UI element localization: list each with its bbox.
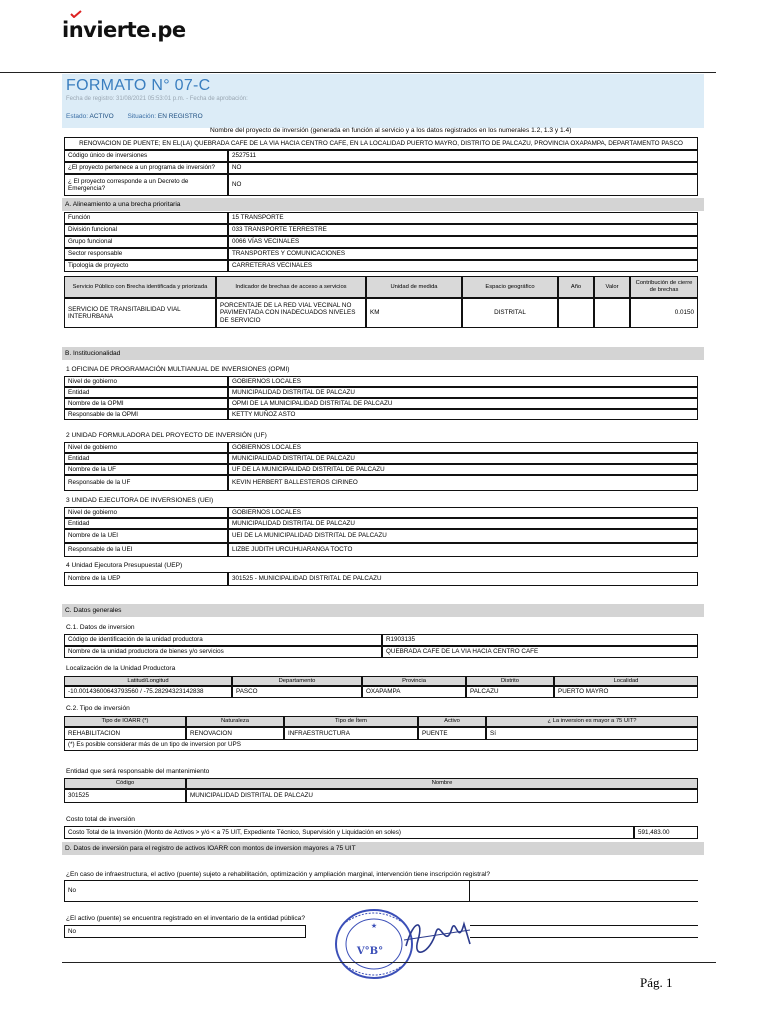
- uf-label-nivel: Nivel de gobierno: [64, 442, 228, 453]
- d-answer-1: No: [64, 880, 470, 902]
- c2-note: (*) Es posible considerar más de un tipo de inversion por UPS: [64, 740, 698, 751]
- opmi-label-nivel: Nivel de gobierno: [64, 376, 228, 387]
- project-label-programa: ¿El proyecto pertenece a un programa de inversión?: [64, 162, 228, 174]
- c2-title: C.2. Tipo de inversión: [66, 705, 130, 712]
- brecha-header-servicio: Servicio Público con Brecha identificada y priorizada: [64, 276, 216, 298]
- project-caption: Nombre del proyecto de inversión (generada en función al servicio y a los datos registrados en los numerales 1.2, 1.3 y 1.4): [210, 127, 572, 134]
- loc-cell-provincia: OXAPAMPA: [362, 686, 466, 698]
- costo-value: 591,483.00: [634, 826, 698, 839]
- uf-label-nombre: Nombre de la UF: [64, 464, 228, 475]
- c1-value-nombre: QUEBRADA CAFE DE LA VIA HACIA CENTRO CAFE: [382, 646, 698, 658]
- c2-header-naturaleza: Naturaleza: [186, 716, 284, 727]
- opmi-value-entidad: MUNICIPALIDAD DISTRITAL DE PALCAZU: [228, 387, 698, 398]
- a-value-sector: TRANSPORTES Y COMUNICACIONES: [228, 248, 698, 260]
- brecha-cell-valor: [594, 298, 630, 328]
- uf-value-nivel: GOBIERNOS LOCALES: [228, 442, 698, 453]
- mant-cell-codigo: 301525: [64, 789, 186, 803]
- section-c-title: C. Datos generales: [62, 604, 704, 617]
- loc-header-provincia: Provincia: [362, 676, 466, 686]
- uf-label-responsable: Responsable de la UF: [64, 475, 228, 491]
- uei-label-nivel: Nivel de gobierno: [64, 507, 228, 518]
- uep-label-nombre: Nombre de la UEP: [64, 572, 228, 586]
- brecha-cell-unidad: KM: [366, 298, 462, 328]
- a-label-sector: Sector responsable: [64, 248, 228, 260]
- a-value-funcion: 15 TRANSPORTE: [228, 212, 698, 224]
- c2-cell-item: INFRAESTRUCTURA: [284, 727, 418, 740]
- loc-cell-departamento: PASCO: [232, 686, 362, 698]
- uf-value-entidad: MUNICIPALIDAD DISTRITAL DE PALCAZU: [228, 453, 698, 464]
- uf-title: 2 UNIDAD FORMULADORA DEL PROYECTO DE INVERSIÓN (UF): [66, 432, 267, 439]
- brecha-header-anio: Año: [558, 276, 594, 298]
- localizacion-title: Localización de la Unidad Productora: [66, 665, 176, 672]
- uei-value-nombre: UEI DE LA MUNICIPALIDAD DISTRITAL DE PALCAZU: [228, 529, 698, 543]
- opmi-value-nivel: GOBIERNOS LOCALES: [228, 376, 698, 387]
- loc-header-localidad: Localidad: [554, 676, 698, 686]
- opmi-label-responsable: Responsable de la OPMI: [64, 409, 228, 420]
- a-value-tipologia: CARRETERAS VECINALES: [228, 260, 698, 272]
- opmi-value-nombre: OPMI DE LA MUNICIPALIDAD DISTRITAL DE PALCAZU: [228, 398, 698, 409]
- c2-header-tipo: Tipo de IOARR (*): [64, 716, 186, 727]
- a-label-tipologia: Tipología de proyecto: [64, 260, 228, 272]
- logo-check-icon: [70, 10, 82, 18]
- uep-title: 4 Unidad Ejecutora Presupuestal (UEP): [66, 562, 183, 569]
- d-answer-2-line-bottom: [470, 937, 698, 938]
- brecha-cell-servicio: SERVICIO DE TRANSITABILIDAD VIAL INTERURBANA: [64, 298, 216, 328]
- mantenimiento-title: Entidad que será responsable del mantenimiento: [66, 768, 210, 775]
- uei-value-entidad: MUNICIPALIDAD DISTRITAL DE PALCAZU: [228, 518, 698, 529]
- brecha-cell-indicador: PORCENTAJE DE LA RED VIAL VECINAL NO PAVIMENTADA CON INADECUADOS NIVELES DE SERVICIO: [216, 298, 366, 328]
- loc-header-departamento: Departamento: [232, 676, 362, 686]
- uei-value-nivel: GOBIERNOS LOCALES: [228, 507, 698, 518]
- opmi-title: 1 OFICINA DE PROGRAMACIÓN MULTIANUAL DE INVERSIONES (OPMI): [66, 366, 290, 373]
- uei-label-responsable: Responsable de la UEI: [64, 543, 228, 557]
- brecha-header-indicador: Indicador de brechas de acceso a servicios: [216, 276, 366, 298]
- project-value-emergencia: NO: [228, 174, 698, 196]
- mant-header-codigo: Código: [64, 778, 186, 789]
- estado-line: Estado: ACTIVO Situación: EN REGISTRO: [66, 113, 203, 120]
- d-answer-2: No: [64, 925, 306, 938]
- invierte-pe-logo: invierte.pe: [62, 18, 186, 42]
- c1-title: C.1. Datos de inversion: [66, 624, 135, 631]
- loc-cell-localidad: PUERTO MAYRO: [554, 686, 698, 698]
- brecha-header-contribucion: Contribución de cierre de brechas: [630, 276, 698, 298]
- c2-header-activo: Activo: [418, 716, 486, 727]
- opmi-label-entidad: Entidad: [64, 387, 228, 398]
- section-d-title: D. Datos de inversión para el registro de activos IOARR con montos de inversion mayores a 75 UIT: [62, 842, 704, 855]
- page-number: Pág. 1: [640, 975, 673, 990]
- mant-header-nombre: Nombre: [186, 778, 698, 789]
- d-question-2: ¿El activo (puente) se encuentra registrado en el inventario de la entidad pública?: [66, 915, 305, 922]
- d-answer-1-line-top: [470, 880, 698, 881]
- a-value-division: 033 TRANSPORTE TERRESTRE: [228, 224, 698, 236]
- d-answer-1-line-bottom: [470, 901, 698, 902]
- c1-value-codigo: R1903135: [382, 634, 698, 646]
- project-value-programa: NO: [228, 162, 698, 174]
- uf-label-entidad: Entidad: [64, 453, 228, 464]
- c1-label-codigo: Código de identificación de la unidad productora: [64, 634, 382, 646]
- header-rule: [0, 72, 716, 73]
- a-label-division: División funcional: [64, 224, 228, 236]
- a-label-funcion: Función: [64, 212, 228, 224]
- footer-rule: [62, 962, 716, 963]
- brecha-header-unidad: Unidad de medida: [366, 276, 462, 298]
- costo-title: Costo total de inversión: [66, 816, 135, 823]
- c2-cell-tipo: REHABILITACION: [64, 727, 186, 740]
- c2-header-item: Tipo de Ítem: [284, 716, 418, 727]
- uei-label-nombre: Nombre de la UEI: [64, 529, 228, 543]
- brecha-cell-contribucion: 0.0150: [630, 298, 698, 328]
- section-a-title: A. Alineamiento a una brecha prioritaria: [62, 198, 704, 211]
- uf-value-nombre: UF DE LA MUNICIPALIDAD DISTRITAL DE PALCAZU: [228, 464, 698, 475]
- loc-header-distrito: Distrito: [466, 676, 554, 686]
- svg-text:★: ★: [370, 922, 378, 930]
- uei-label-entidad: Entidad: [64, 518, 228, 529]
- project-value-cui: 2527511: [228, 150, 698, 162]
- costo-label: Costo Total de la Inversión (Monto de Activos > y/ó < a 75 UIT, Expediente Técnico, Supervisión y Liquidación en soles): [64, 826, 634, 839]
- a-value-grupo: 0066 VÍAS VECINALES: [228, 236, 698, 248]
- brecha-header-espacio: Espacio geográfico: [462, 276, 558, 298]
- c2-header-uit: ¿ La inversion es mayor a 75 UIT?: [486, 716, 698, 727]
- c2-cell-uit: Sí: [486, 727, 698, 740]
- c2-cell-naturaleza: RENOVACION: [186, 727, 284, 740]
- page-title: FORMATO N° 07-C: [66, 77, 211, 94]
- uep-value-nombre: 301525 - MUNICIPALIDAD DISTRITAL DE PALCAZU: [228, 572, 698, 586]
- opmi-value-responsable: KETTY MUÑOZ ASTO: [228, 409, 698, 420]
- d-answer-2-line-top: [470, 925, 698, 926]
- c2-cell-activo: PUENTE: [418, 727, 486, 740]
- brecha-cell-espacio: DISTRITAL: [462, 298, 558, 328]
- project-label-emergencia: ¿ El proyecto corresponde a un Decreto de Emergencia?: [64, 174, 228, 196]
- svg-text:V°B°: V°B°: [356, 946, 384, 957]
- project-label-cui: Código único de inversiones: [64, 150, 228, 162]
- loc-cell-latlong: -10.00143600643793560 / -75.28294323142838: [64, 686, 232, 698]
- project-name: RENOVACION DE PUENTE; EN EL(LA) QUEBRADA CAFE DE LA VIA HACIA CENTRO CAFE, EN LA LOCALIDAD PUERTO MAYRO, DISTRITO DE PALCAZU, PROVINCIA OXAPAMPA, DEPARTAMENTO PASCO: [64, 137, 698, 150]
- opmi-label-nombre: Nombre de la OPMI: [64, 398, 228, 409]
- registro-date: Fecha de registro: 31/08/2021 05:53:01 p.m. - Fecha de aprobación:: [66, 96, 248, 102]
- mant-cell-nombre: MUNICIPALIDAD DISTRITAL DE PALCAZU: [186, 789, 698, 803]
- section-b-title: B. Institucionalidad: [62, 347, 704, 360]
- loc-cell-distrito: PALCAZU: [466, 686, 554, 698]
- a-label-grupo: Grupo funcional: [64, 236, 228, 248]
- uei-title: 3 UNIDAD EJECUTORA DE INVERSIONES (UEI): [66, 497, 214, 504]
- uf-value-responsable: KEVIN HERBERT BALLESTEROS CIRINEO: [228, 475, 698, 491]
- uei-value-responsable: LIZBE JUDITH URCUHUARANGA TOCTO: [228, 543, 698, 557]
- brecha-header-valor: Valor: [594, 276, 630, 298]
- c1-label-nombre: Nombre de la unidad productora de bienes y/o servicios: [64, 646, 382, 658]
- d-question-1: ¿En caso de infraestructura, el activo (puente) sujeto a rehabilitación, optimización y ampliación marginal, intervención tiene inscripción registral?: [66, 871, 491, 878]
- signature-icon: [400, 910, 480, 960]
- loc-header-latlong: Latitud/Longitud: [64, 676, 232, 686]
- brecha-cell-anio: [558, 298, 594, 328]
